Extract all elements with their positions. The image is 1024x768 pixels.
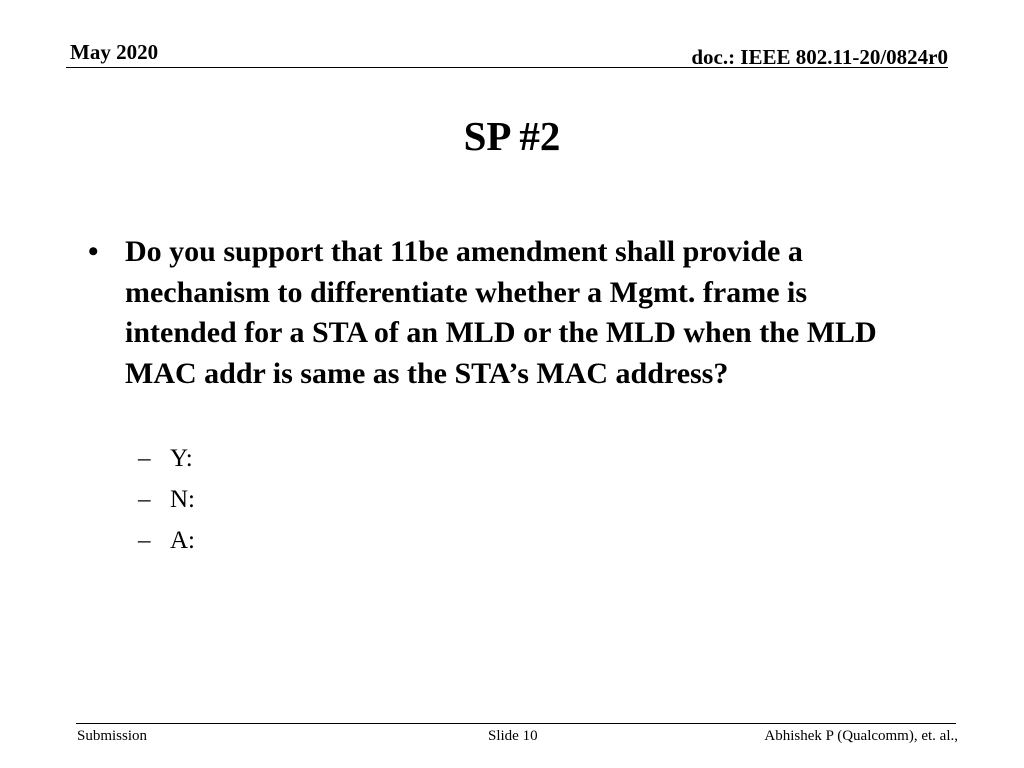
footer-author: Abhishek P (Qualcomm), et. al., (764, 728, 958, 744)
bullet-item (88, 232, 918, 394)
footer-divider (76, 723, 956, 724)
footer-submission: Submission (77, 728, 148, 744)
vote-option-label: N: (170, 486, 195, 513)
footer-slide-number: Slide 10 (488, 728, 538, 744)
dash-marker: – (138, 445, 151, 472)
dash-marker: – (138, 527, 151, 554)
bullet-text: Do you support that 11be amendment shall provide a mechanism to differentiate whether a Mgmt. frame is intended for a STA of an MLD or the MLD when the MLD MAC addr is same as the STA’s MAC address? (125, 235, 877, 390)
header-doc-id: doc.: IEEE 802.11-20/0824r0 (691, 45, 948, 69)
dash-marker: – (138, 486, 151, 513)
slide-title: SP #2 (463, 113, 561, 159)
bullet-marker: • (88, 235, 99, 268)
header-divider (66, 67, 948, 68)
vote-option-label: Y: (170, 445, 193, 472)
vote-option-label: A: (170, 527, 195, 554)
header-date: May 2020 (70, 40, 159, 64)
